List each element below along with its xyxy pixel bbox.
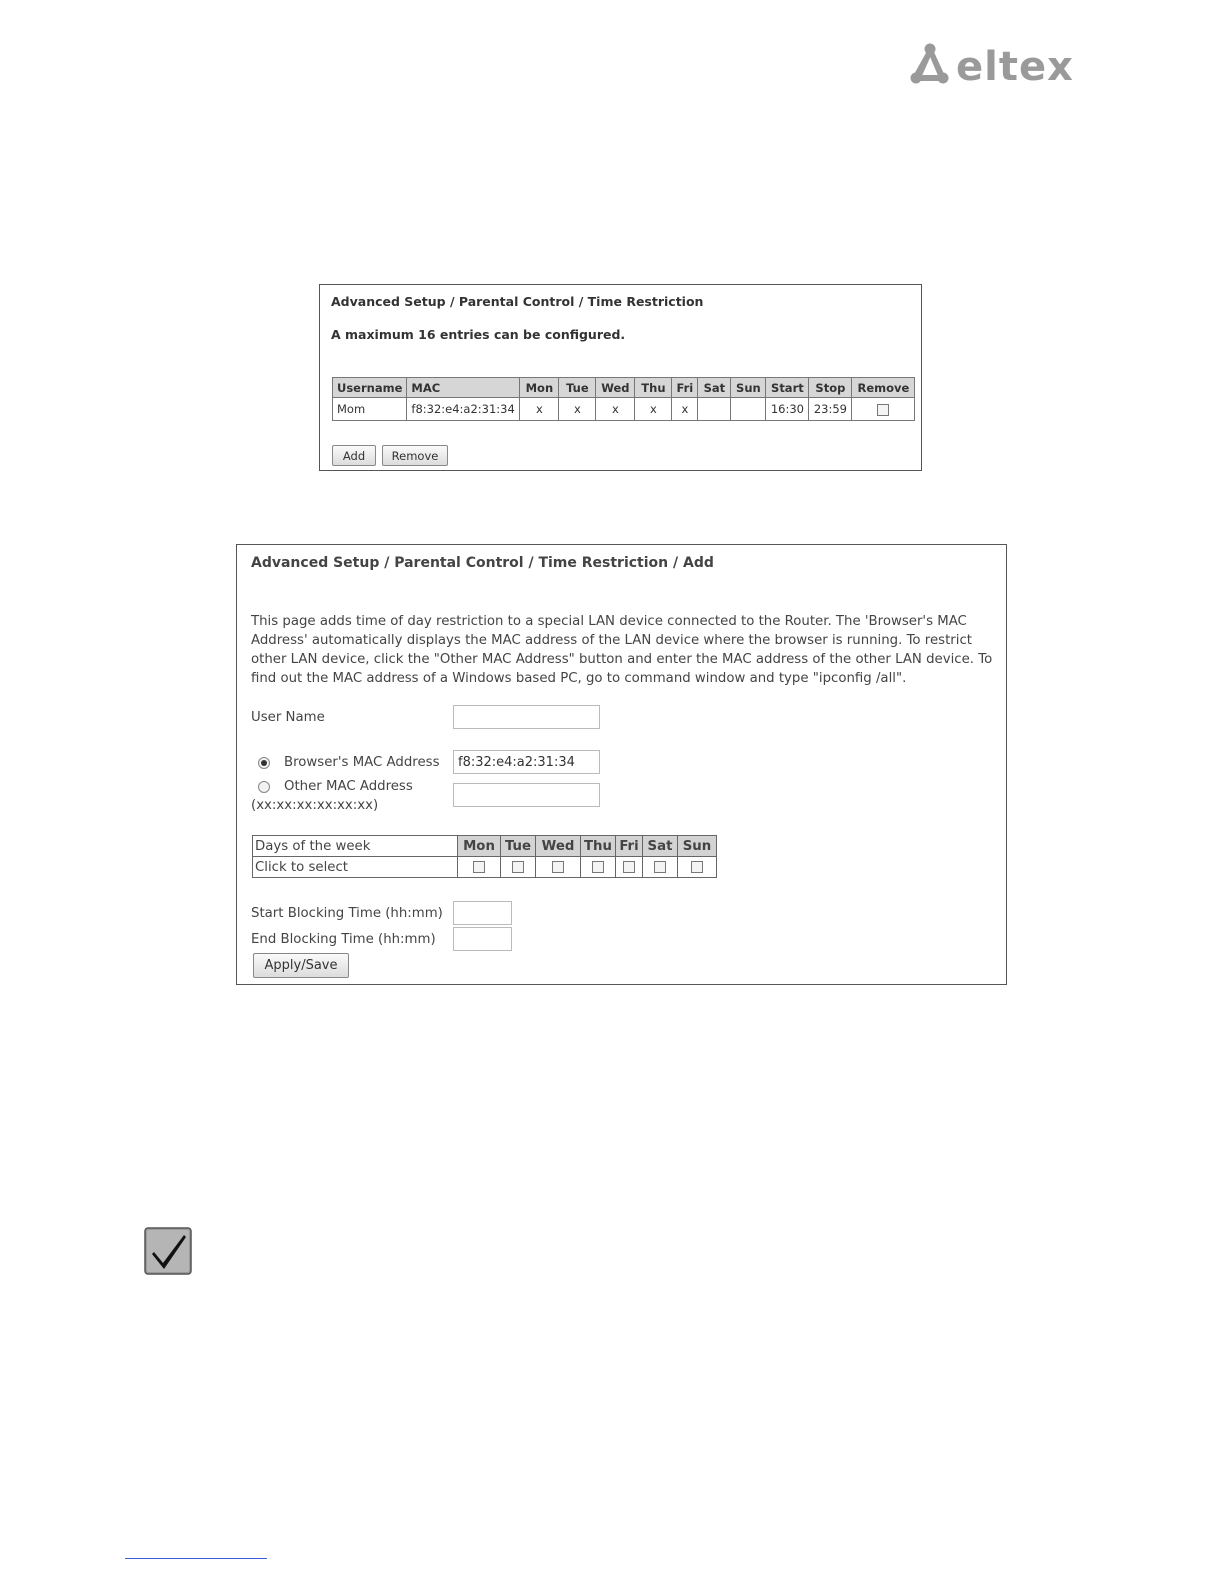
apply-save-button[interactable]: Apply/Save [253, 953, 349, 978]
day-header-fri: Fri [616, 836, 643, 857]
day-cell-tue [501, 857, 536, 878]
remove-checkbox[interactable] [877, 404, 889, 416]
sun-cell [731, 398, 766, 421]
add-time-restriction-panel [236, 544, 1007, 985]
end-time-label: End Blocking Time (hh:mm) [251, 932, 436, 947]
day-cell-fri [616, 857, 643, 878]
restriction-table [332, 377, 915, 421]
browser-mac-radio[interactable] [258, 757, 270, 769]
days-select-row [253, 857, 717, 878]
thu-cell: x [635, 398, 672, 421]
day-cell-wed [536, 857, 581, 878]
logo-text: eltex [956, 44, 1074, 88]
end-time-input[interactable] [453, 927, 512, 951]
fri-cell: x [672, 398, 698, 421]
mon-cell: x [520, 398, 559, 421]
username-cell: Mom [333, 398, 407, 421]
stop-cell: 23:59 [809, 398, 852, 421]
day-checkbox-sun[interactable] [691, 861, 703, 873]
days-header-row [253, 836, 717, 857]
remove-button[interactable]: Remove [382, 445, 448, 466]
footer-link-underline [125, 1558, 267, 1559]
day-checkbox-wed[interactable] [552, 861, 564, 873]
remove-cell [852, 398, 915, 421]
page-title: Advanced Setup / Parental Control / Time Restriction [331, 294, 704, 309]
checkmark-icon [144, 1227, 192, 1275]
day-header-mon: Mon [458, 836, 501, 857]
other-mac-label: Other MAC Address [284, 779, 413, 794]
day-checkbox-thu[interactable] [592, 861, 604, 873]
eltex-logo [908, 42, 1080, 88]
user-name-label: User Name [251, 710, 325, 725]
day-cell-sun [678, 857, 717, 878]
day-checkbox-tue[interactable] [512, 861, 524, 873]
day-checkbox-fri[interactable] [623, 861, 635, 873]
column-header: Sun [731, 378, 766, 398]
column-header: Mon [520, 378, 559, 398]
page-title: Advanced Setup / Parental Control / Time Restriction / Add [251, 555, 714, 571]
page-description: This page adds time of day restriction to a special LAN device connected to the Router. The 'Browser's MAC Address' automatically displays the MAC address of the LAN device where the browser is running. To restrict other LAN device, click the "Other MAC Address" button and enter the MAC address of the other LAN device. To find out the MAC address of a Windows based PC, go to command window and type "ipconfig /all". [251, 614, 993, 686]
add-button[interactable]: Add [332, 445, 376, 466]
column-header: Fri [672, 378, 698, 398]
column-header: Wed [596, 378, 635, 398]
table-row [333, 398, 915, 421]
days-row-label: Click to select [253, 857, 458, 878]
day-header-sat: Sat [643, 836, 678, 857]
day-cell-sat [643, 857, 678, 878]
other-mac-input[interactable] [453, 783, 600, 807]
other-mac-format-hint: (xx:xx:xx:xx:xx:xx) [251, 798, 379, 813]
tue-cell: x [559, 398, 596, 421]
day-checkbox-mon[interactable] [473, 861, 485, 873]
column-header: Start [766, 378, 809, 398]
day-header-tue: Tue [501, 836, 536, 857]
day-header-thu: Thu [581, 836, 616, 857]
browser-mac-label: Browser's MAC Address [284, 755, 440, 770]
other-mac-radio[interactable] [258, 781, 270, 793]
column-header: MAC [407, 378, 520, 398]
user-name-input[interactable] [453, 705, 600, 729]
day-checkbox-sat[interactable] [654, 861, 666, 873]
day-header-sun: Sun [678, 836, 717, 857]
start-time-label: Start Blocking Time (hh:mm) [251, 906, 443, 921]
start-time-input[interactable] [453, 901, 512, 925]
sat-cell [698, 398, 731, 421]
day-cell-thu [581, 857, 616, 878]
day-cell-mon [458, 857, 501, 878]
days-of-week-table [252, 835, 717, 878]
column-header: Stop [809, 378, 852, 398]
time-restriction-list-panel [319, 284, 922, 471]
days-header-label: Days of the week [253, 836, 458, 857]
column-header: Tue [559, 378, 596, 398]
column-header: Sat [698, 378, 731, 398]
column-header: Username [333, 378, 407, 398]
day-header-wed: Wed [536, 836, 581, 857]
browser-mac-input[interactable] [453, 750, 600, 774]
wed-cell: x [596, 398, 635, 421]
start-cell: 16:30 [766, 398, 809, 421]
max-entries-note: A maximum 16 entries can be configured. [331, 327, 626, 342]
column-header: Remove [852, 378, 915, 398]
mac-cell: f8:32:e4:a2:31:34 [407, 398, 520, 421]
column-header: Thu [635, 378, 672, 398]
table-header-row [333, 378, 915, 398]
